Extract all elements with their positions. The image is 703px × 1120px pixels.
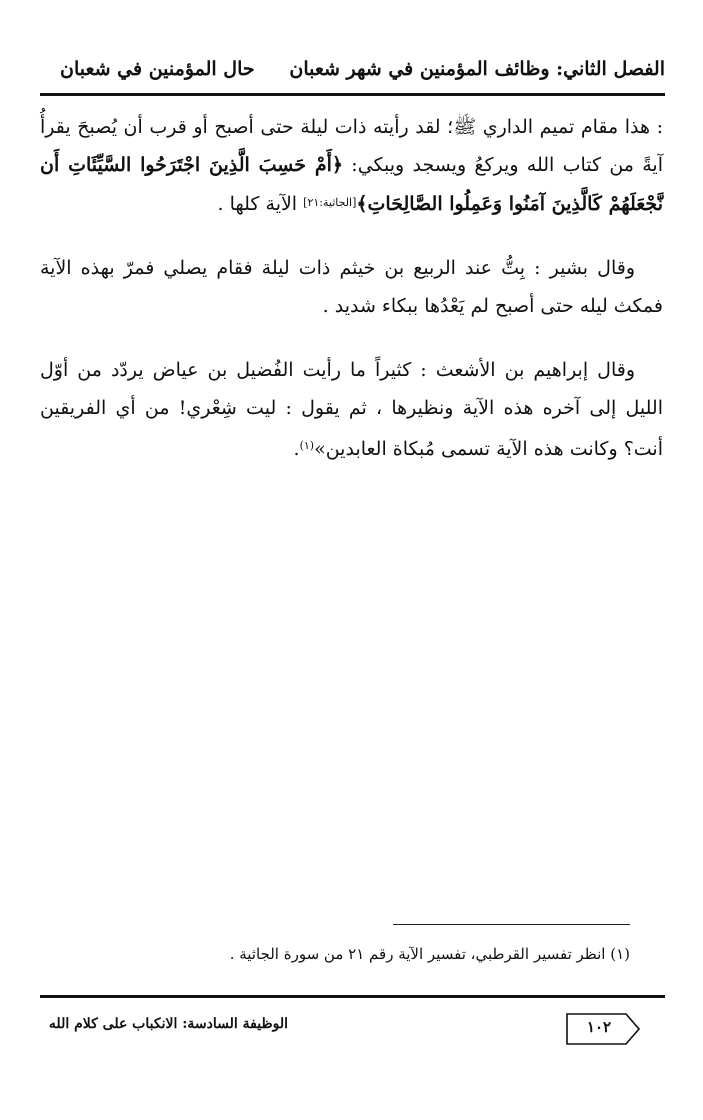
main-text — [40, 108, 663, 494]
page-number-badge — [566, 1013, 640, 1045]
paragraph-2: وقال بشير : بِتُّ عند الربيع بن خيثم ذات ليلة فقام يصلي فمرّ بهذه الآية فمكث ليله حتى أصبح لم يَعْدُها ببكاء شديد . — [40, 257, 663, 317]
paragraph-1 — [40, 108, 663, 223]
footnote-reference[interactable]: (١) — [299, 439, 315, 452]
header-chapter-title: الفصل الثاني: وظائف المؤمنين في شهر شعبان — [289, 58, 665, 80]
header-section-title: حال المؤمنين في شعبان — [60, 58, 255, 80]
paragraph-3 — [40, 351, 663, 468]
verse-citation: [الجاثية:٢١] — [303, 196, 357, 209]
footnote: (١) انظر تفسير القرطبي، تفسير الآية رقم ٢١ من سورة الجاثية . — [229, 945, 630, 963]
footer-rule — [40, 995, 665, 998]
running-header — [38, 56, 665, 90]
footnote-rule — [393, 924, 630, 925]
footer-title: الوظيفة السادسة: الانكباب على كلام الله — [48, 1016, 288, 1032]
paragraph-3-text: وقال إبراهيم بن الأشعث : كثيراً ما رأيت الفُضيل بن عياض يردّد من أوّل الليل إلى آخره هذه الآية ونظيرها ، ثم يقول : ليت شِعْري! من أي الفريقين أنت؟ وكانت هذه الآية تسمى مُبكاة العابدين» — [40, 359, 663, 460]
quran-verse: ﴿أَمْ حَسِبَ الَّذِينَ اجْتَرَحُوا السَّيِّئَاتِ أَن نَّجْعَلَهُمْ كَالَّذِينَ آمَنُوا وَعَمِلُوا الصَّالِحَاتِ﴾ — [40, 154, 663, 215]
paragraph-1-intro: : هذا مقام تميم الداري ﷺ؛ لقد رأيته ذات ليلة حتى أصبح أو قرب أن يُصبحَ يقرأُ آيةً من كتاب الله ويركعُ ويسجد ويبكي: — [40, 116, 663, 176]
header-rule — [40, 93, 665, 96]
paragraph-1-outro: الآية كلها . — [217, 193, 304, 215]
page-number: ١٠٢ — [586, 1018, 612, 1036]
paragraph-3-end: . — [293, 438, 300, 460]
